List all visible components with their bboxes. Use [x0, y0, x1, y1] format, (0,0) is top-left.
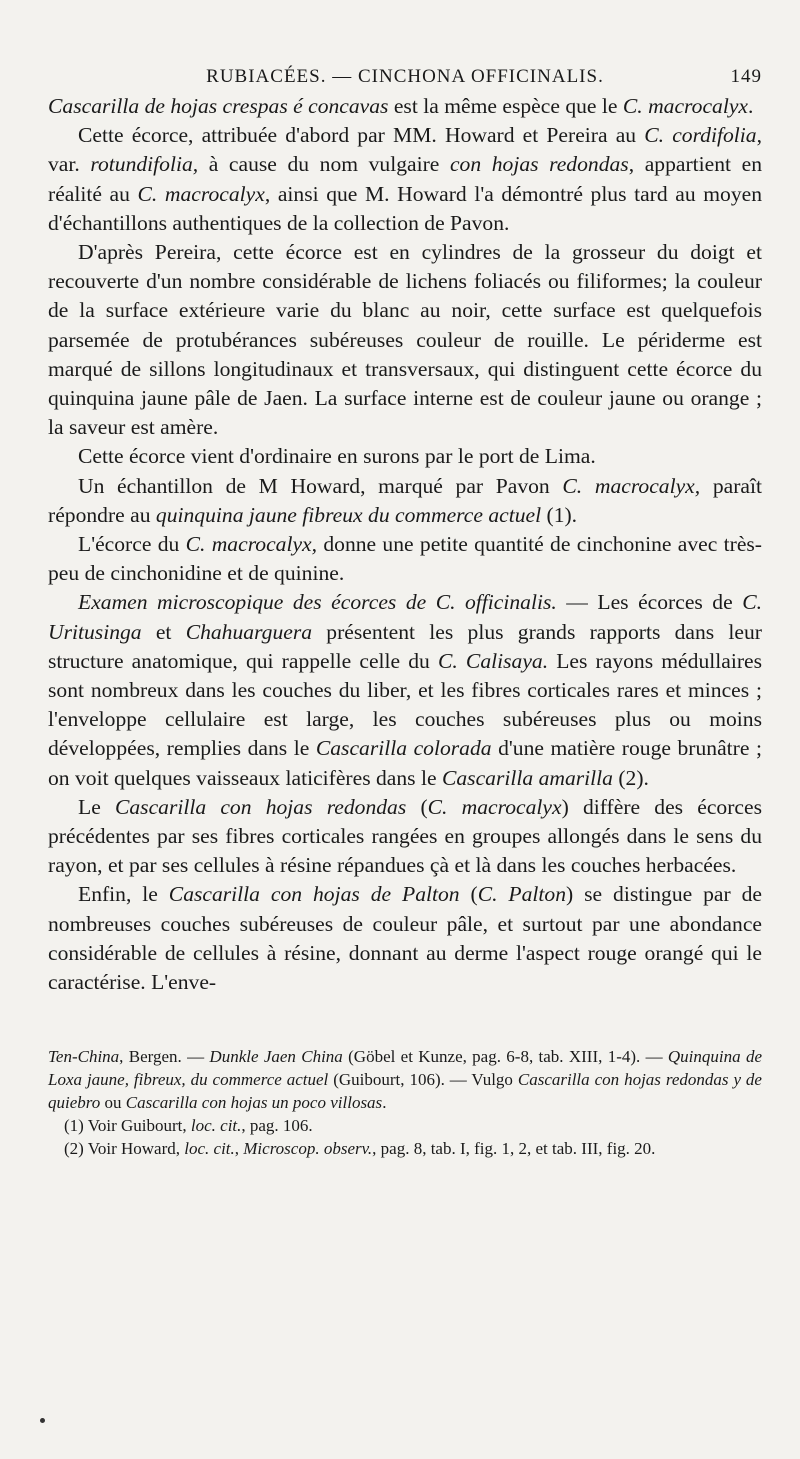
italic-term: C. macrocalyx,: [185, 532, 318, 557]
text-run: D'après Pereira, cette écorce est en cylindres de la grosseur du doigt et recouverte d'un nombre considérable de lichens foliacés ou filiformes; la couleur de la surface extérieure varie du blanc au noir, cette surface est quelquefois parsemée de protubérances subéreuses couleur de rouille. Le périderme est marqué de sillons longitudinaux et transversaux, qui distinguent cette écorce du quinquina jaune pâle de Jaen. La surface interne est de couleur jaune ou orange ; la saveur est amère.: [48, 240, 762, 440]
paragraph: [48, 472, 762, 530]
italic-term: C. macrocalyx,: [562, 473, 701, 498]
italic-term: Microscop. observ.: [243, 1139, 373, 1159]
paragraph: [48, 588, 762, 792]
text-run: .: [382, 1093, 387, 1113]
italic-term: Cascarilla de hojas crespas é concavas: [48, 94, 389, 118]
text-run: , pag. 8, tab. I, fig. 1, 2, et tab. III, fig. 20.: [372, 1139, 656, 1159]
text-run: à cause du nom vulgaire: [198, 152, 450, 177]
italic-term: loc. cit.: [184, 1139, 235, 1159]
text-run: d'une matière rouge brunâtre ; on voit quelques vaisseaux laticifères dans le: [48, 736, 762, 790]
text-run: , pag. 106.: [241, 1116, 313, 1136]
italic-term: Dunkle Jaen China: [209, 1047, 343, 1067]
synonymy-note: [48, 1045, 762, 1114]
italic-term: C. Calisaya.: [437, 648, 549, 673]
text-run: (1) Voir Guibourt,: [64, 1116, 191, 1136]
italic-term: Cascarilla con hojas redondas y de quiebro: [48, 1070, 762, 1113]
text-run: ou: [100, 1093, 126, 1113]
text-run: Les rayons médullaires sont nombreux dans les couches du liber, et les fibres corticales rares et minces ; l'enveloppe cellulaire est large, les couches subéreuses plus ou moins développées, remplies dans le: [48, 648, 763, 761]
main-text: [48, 92, 762, 997]
paragraph: [48, 442, 762, 471]
italic-term: C. Palton: [477, 882, 567, 907]
text-run: ) se distingue par de nombreuses couches subéreuses de couleur pâle, et surtout par une abondance considérable de cellules à résine, donnant au derme l'aspect rouge orangé qui le caractérise. L'enve-: [48, 882, 762, 995]
section-heading: Examen microscopique des écorces de C. officinalis.: [78, 590, 557, 615]
footnotes: [48, 1045, 762, 1160]
paragraph: [48, 92, 762, 121]
text-run: Un échantillon de M Howard, marqué par Pavon: [78, 473, 563, 498]
text-run: Le: [78, 794, 115, 819]
footnote-ref: (1).: [541, 502, 578, 527]
paragraph: [48, 238, 762, 442]
footnote-1: [48, 1114, 762, 1137]
text-run: présentent les plus grands rapports dans leur structure anatomique, qui rappelle celle du: [48, 619, 762, 673]
italic-term: Chahuarguera: [185, 619, 313, 644]
paragraph: [48, 530, 762, 588]
text-run: , appartient en réalité au: [48, 152, 762, 206]
italic-term: C. macrocalyx: [427, 794, 562, 819]
paragraph: [48, 121, 762, 238]
text-run: , ainsi que M. Howard l'a démontré plus tard au moyen d'échantillons authentiques de la collection de Pavon.: [48, 181, 763, 235]
italic-term: C. macrocalyx: [137, 181, 265, 206]
text-run: paraît répondre au: [48, 473, 762, 527]
italic-term: Cascarilla amarilla: [441, 765, 613, 790]
text-run: ) diffère des écorces précédentes par ses fibres corticales rangées en groupes allongés dans le sens du rayon, et par ses cellules à résine répandues çà et là dans les couches herbacées.: [48, 794, 762, 878]
page-header: [48, 58, 762, 92]
text-run: — Les écorces de: [556, 590, 743, 615]
text-run: .: [748, 94, 754, 118]
text-run: (2) Voir Howard,: [64, 1139, 185, 1159]
running-title: RUBIACÉES. — CINCHONA OFFICINALIS.: [206, 66, 604, 87]
text-run: , var.: [48, 123, 762, 177]
text-run: (: [459, 882, 478, 907]
italic-term: Cascarilla con hojas redondas: [114, 794, 407, 819]
text-run: Cette écorce, attribuée d'abord par MM. Howard et Pereira au: [78, 123, 645, 148]
paragraph: [48, 880, 762, 997]
italic-term: Ten-China: [48, 1047, 120, 1067]
italic-term: Cascarilla con hojas un poco villosas: [125, 1093, 383, 1113]
footnote-ref: (2).: [612, 765, 649, 790]
italic-term: quinquina jaune fibreux du commerce actuel: [155, 502, 542, 527]
text-run: ,: [234, 1139, 244, 1159]
paragraph: [48, 793, 762, 881]
italic-term: rotundifolia,: [90, 152, 199, 177]
ink-dot: [40, 1418, 45, 1423]
text-run: (Göbel et Kunze, pag. 6-8, tab. XIII, 1-4). —: [342, 1047, 668, 1067]
text-run: (Guibourt, 106). — Vulgo: [328, 1070, 518, 1090]
text-run: est la même espèce que le: [388, 94, 623, 118]
italic-term: C. macrocalyx: [622, 94, 748, 118]
italic-term: loc. cit.: [190, 1116, 242, 1136]
text-run: Enfin, le: [78, 882, 169, 907]
italic-term: C. Uritusinga: [48, 590, 763, 644]
text-run: L'écorce du: [78, 532, 186, 557]
footnote-2: [48, 1137, 762, 1160]
italic-term: C. cordifolia: [644, 123, 757, 148]
italic-term: con hojas redondas: [449, 152, 629, 177]
text-run: Cette écorce vient d'ordinaire en surons par le port de Lima.: [78, 444, 596, 469]
italic-term: Quinquina de Loxa jaune, fibreux, du commerce actuel: [48, 1047, 762, 1090]
page-number: 149: [730, 66, 762, 87]
italic-term: Cascarilla colorada: [315, 736, 492, 761]
italic-term: Cascarilla con hojas de Palton: [168, 882, 460, 907]
text-run: (: [406, 794, 428, 819]
text-run: donne une petite quantité de cinchonine avec très-peu de cinchonidine et de quinine.: [48, 532, 762, 586]
text-run: , Bergen. —: [119, 1047, 210, 1067]
text-run: et: [141, 619, 186, 644]
